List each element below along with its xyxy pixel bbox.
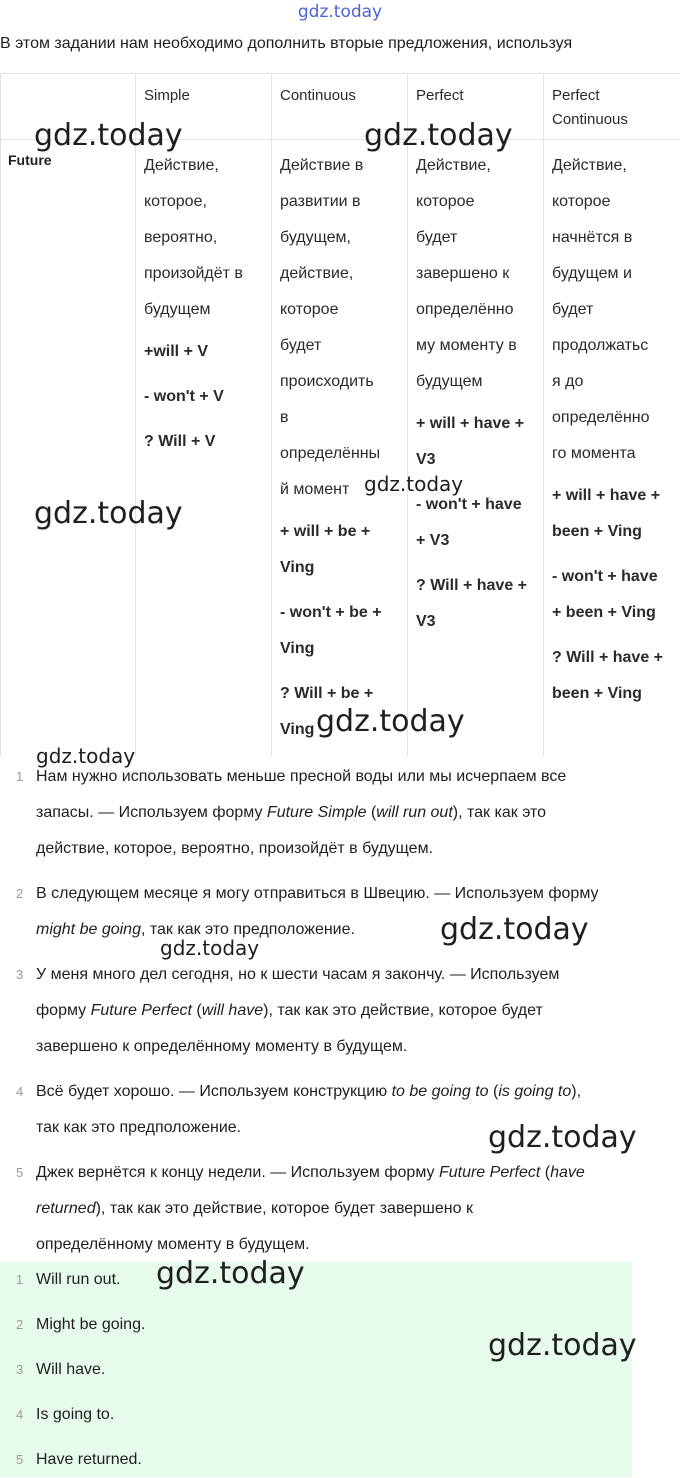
table-cell-future-continuous — [280, 148, 405, 748]
answer-text: Will have. — [36, 1361, 106, 1378]
watermark: gdz.today — [364, 472, 464, 496]
table-row-divider — [1, 139, 680, 140]
watermark: gdz.today — [160, 936, 260, 960]
cell-description: Действие, которое, вероятно, произойдёт в будущем — [144, 157, 243, 318]
table-cell-future-simple — [144, 148, 269, 460]
cell-formula: - won't + V — [144, 388, 224, 405]
cell-description: Действие, которое начнётся в будущем и будет продолжатьс я до определённо го момента — [552, 157, 650, 462]
watermark: gdz.today — [316, 704, 465, 739]
cell-formula: ? Will + have + been + Ving — [552, 649, 664, 702]
table-header-perfect: Perfect — [416, 87, 464, 104]
explanation-text: Всё будет хорошо. — Используем конструкцию to be going to (is going to), так как это предположение. — [36, 1083, 582, 1136]
watermark: gdz.today — [364, 118, 513, 153]
answers-box — [0, 1262, 632, 1477]
explanation-text: Нам нужно использовать меньше пресной воды или мы исчерпаем все запасы. — Используем форму Future Simple (will run out), так как это действие, которое, вероятно, произойдёт в будущем. — [36, 768, 567, 857]
cell-formula: ? Will + be + Ving — [280, 685, 374, 738]
item-number: 1 — [16, 1272, 24, 1287]
table-header-continuous: Continuous — [280, 87, 356, 104]
item-number: 3 — [16, 967, 24, 982]
cell-formula: + will + have + V3 — [416, 415, 525, 468]
cell-formula: - won't + have + V3 — [416, 496, 522, 549]
watermark: gdz.today — [440, 912, 589, 947]
table-col-divider — [135, 73, 136, 756]
answer-text: Will run out. — [36, 1271, 121, 1288]
explanation-text: В следующем месяце я могу отправиться в Швецию. — Используем форму might be going, так как это предположение. — [36, 885, 599, 938]
explanation-text: Джек вернётся к концу недели. — Используем форму Future Perfect (have returned), так как это действие, которое будет завершено к определённому моменту в будущем. — [36, 1164, 585, 1253]
cell-formula: - won't + have + been + Ving — [552, 568, 658, 621]
answer-text: Might be going. — [36, 1316, 146, 1333]
item-number: 1 — [16, 769, 24, 784]
item-number: 2 — [16, 1317, 24, 1332]
watermark: gdz.today — [34, 496, 183, 531]
watermark: gdz.today — [156, 1256, 305, 1291]
item-number: 4 — [16, 1407, 24, 1422]
watermark: gdz.today — [34, 118, 183, 153]
cell-formula: - won't + be + Ving — [280, 604, 382, 657]
cell-formula: ? Will + V — [144, 433, 216, 450]
explanation-text: У меня много дел сегодня, но к шести часам я закончу. — Используем форму Future Perfect (will have), так как это действие, которое будет завершено к определённому моменту в будущем. — [36, 966, 560, 1055]
cell-formula: + will + have + been + Ving — [552, 487, 661, 540]
table-header-perfect-continuous: Perfect Continuous — [552, 87, 628, 128]
watermark: gdz.today — [36, 744, 136, 768]
watermark: gdz.today — [488, 1328, 637, 1363]
item-number: 5 — [16, 1165, 24, 1180]
intro-text: В этом задании нам необходимо дополнить вторые предложения, используя — [0, 35, 573, 52]
cell-description: Действие, которое будет завершено к определённо му моменту в будущем — [416, 157, 517, 390]
item-number: 3 — [16, 1362, 24, 1377]
cell-description: Действие в развитии в будущем, действие, которое будет происходить в определённы й момент — [280, 157, 381, 498]
cell-formula: ? Will + have + V3 — [416, 577, 528, 630]
cell-formula: +will + V — [144, 343, 209, 360]
item-number: 4 — [16, 1084, 24, 1099]
table-cell-future-perfect-continuous — [552, 148, 677, 712]
answer-text: Is going to. — [36, 1406, 115, 1423]
table-col-divider — [271, 73, 272, 756]
item-number: 2 — [16, 886, 24, 901]
table-row-label: Future — [8, 152, 52, 168]
site-logo[interactable]: gdz.today — [297, 2, 383, 22]
item-number: 5 — [16, 1452, 24, 1467]
table-cell-future-perfect — [416, 148, 541, 640]
watermark: gdz.today — [488, 1120, 637, 1155]
table-col-divider — [407, 73, 408, 756]
table-col-divider — [543, 73, 544, 756]
answer-text: Have returned. — [36, 1451, 142, 1468]
table-header-simple: Simple — [144, 87, 190, 104]
cell-formula: + will + be + Ving — [280, 523, 371, 576]
